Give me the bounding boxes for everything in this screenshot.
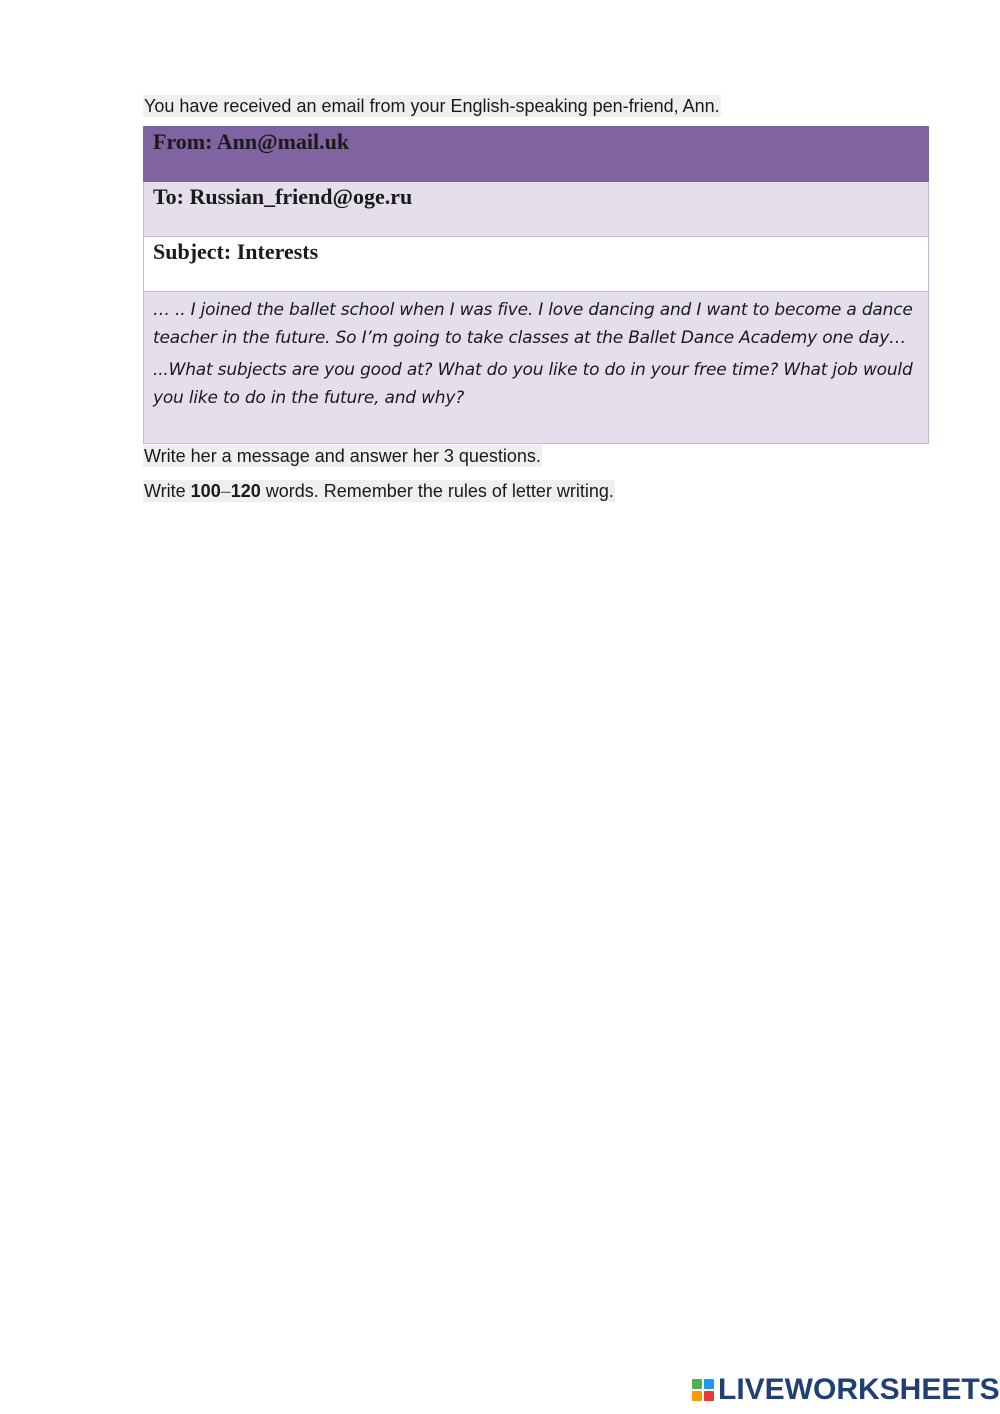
instruction-prefix: Write xyxy=(144,481,191,501)
instruction-word-count xyxy=(143,480,615,502)
instruction-suffix: words. Remember the rules of letter writing. xyxy=(260,481,614,501)
liveworksheets-logo xyxy=(692,1374,1000,1406)
logo-icon xyxy=(692,1379,714,1401)
email-from-row xyxy=(143,126,929,182)
word-count-dash: – xyxy=(220,481,231,501)
email-card xyxy=(143,126,929,444)
word-count-max: 120 xyxy=(230,481,261,501)
email-questions: ...What subjects are you good at? What do you like to do in your free time? What job would you like to do in the future, and why? xyxy=(153,360,913,408)
instruction-answer: Write her a message and answer her 3 questions. xyxy=(144,446,541,466)
email-subject: Subject: Interests xyxy=(153,239,319,264)
intro-text: You have received an email from your English-speaking pen-friend, Ann. xyxy=(144,96,720,116)
word-count-min: 100 xyxy=(190,481,221,501)
email-subject-row xyxy=(143,237,929,292)
email-paragraph: … .. I joined the ballet school when I was five. I love dancing and I want to become a dance teacher in the future. So I’m going to take classes at the Ballet Dance Academy one day… xyxy=(153,300,913,348)
logo-square-red xyxy=(704,1391,714,1401)
logo-square-orange xyxy=(692,1391,702,1401)
logo-square-green xyxy=(692,1379,702,1389)
email-from: From: Ann@mail.uk xyxy=(153,129,350,154)
logo-square-blue xyxy=(704,1379,714,1389)
email-to-row xyxy=(143,182,929,237)
logo-text: LIVEWORKSHEETS xyxy=(718,1373,1000,1406)
email-body xyxy=(143,292,929,444)
email-to: To: Russian_friend@oge.ru xyxy=(153,184,413,209)
